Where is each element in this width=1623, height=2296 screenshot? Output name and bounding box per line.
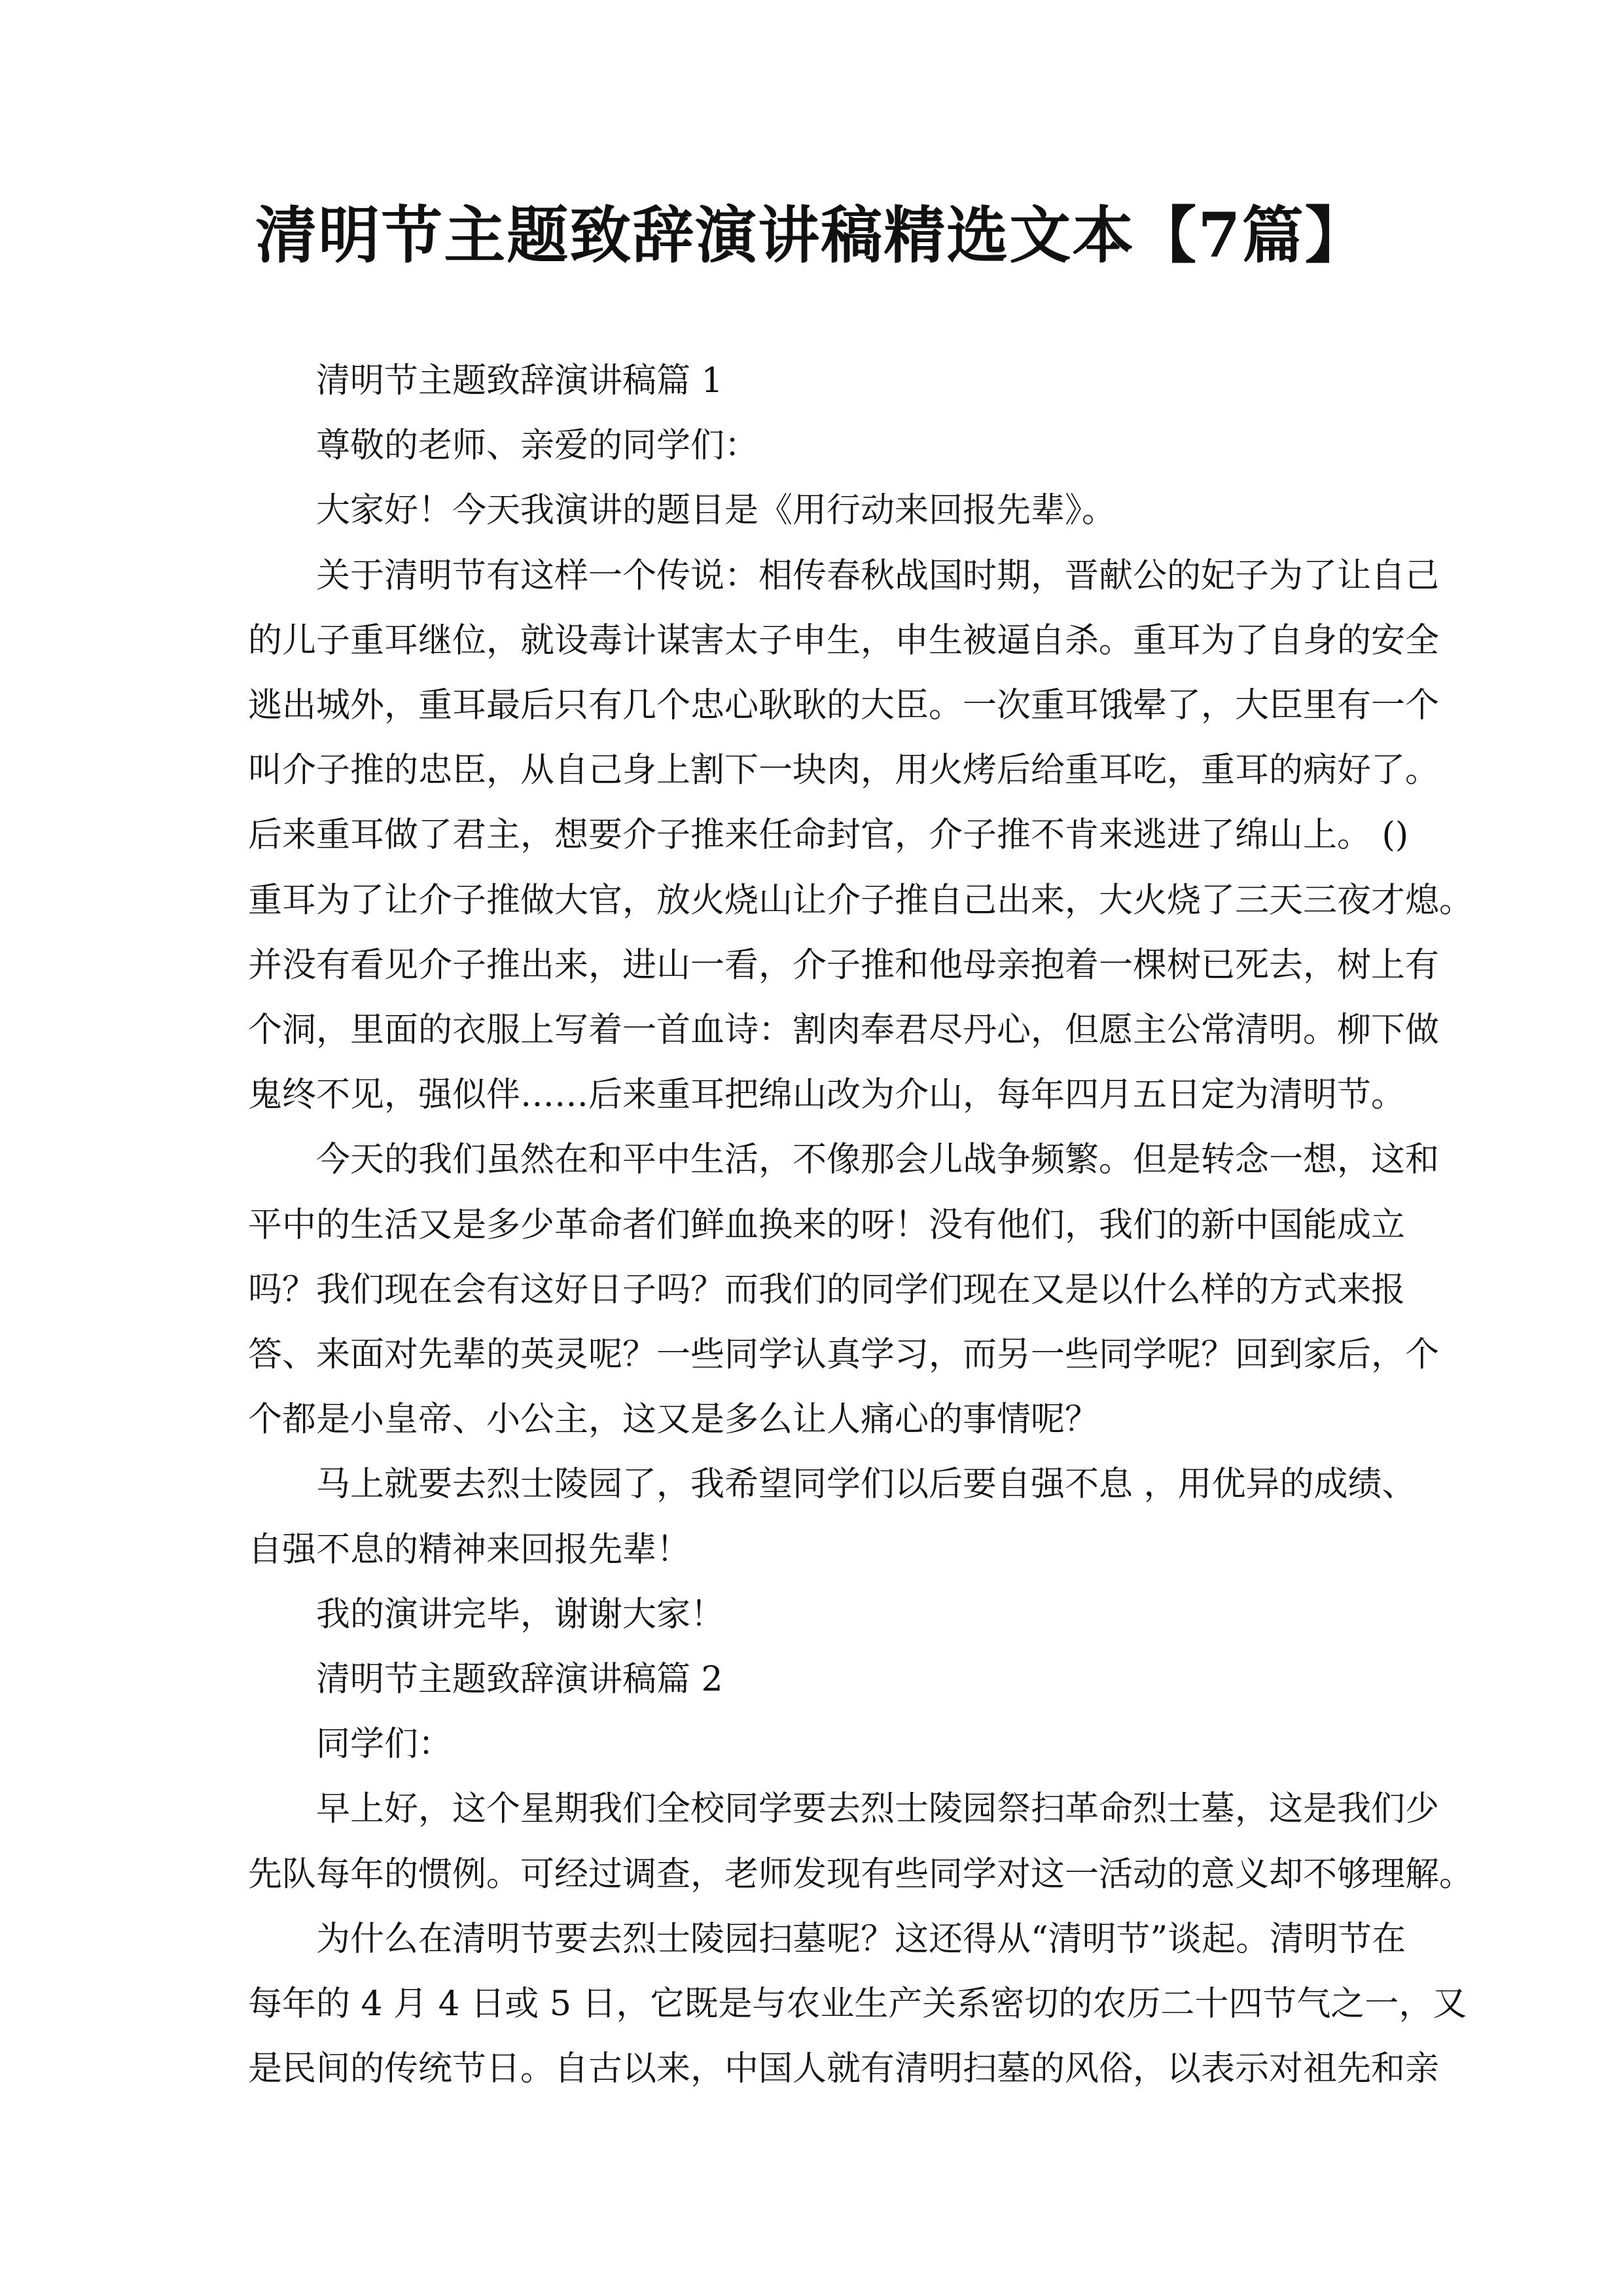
paragraph: [248, 1907, 1467, 2102]
text-line: 逃出城外，重耳最后只有几个忠心耿耿的大臣。一次重耳饿晕了，大臣里有一个: [248, 686, 1440, 726]
paragraph: [248, 1777, 1474, 1907]
text-line: 重耳为了让介子推做大官，放火烧山让介子推自己出来，大火烧了三天三夜才熄。: [248, 880, 1474, 920]
text-line: 的儿子重耳继位，就设毒计谋害太子申生，申生被逼自杀。重耳为了自身的安全: [248, 620, 1440, 660]
document-body: [248, 349, 1474, 2102]
text-line: 我的演讲完毕，谢谢大家！: [316, 1594, 725, 1634]
text-line: 先队每年的惯例。可经过调查，老师发现有些同学对这一活动的意义却不够理解。: [248, 1854, 1474, 1894]
text-line: 自强不息的精神来回报先辈！: [248, 1530, 691, 1570]
text-line: 并没有看见介子推出来，进山一看，介子推和他母亲抱着一棵树已死去，树上有: [248, 945, 1440, 985]
paragraph: [248, 1452, 1416, 1582]
text-line: 答、来面对先辈的英灵呢？一些同学认真学习，而另一些同学呢？回到家后，个: [248, 1335, 1440, 1375]
text-line: 吗？我们现在会有这好日子吗？而我们的同学们现在又是以什么样的方式来报: [248, 1270, 1406, 1310]
text-line: 关于清明节有这样一个传说：相传春秋战国时期，晋献公的妃子为了让自己: [316, 556, 1440, 596]
text-line: 叫介子推的忠臣，从自己身上割下一块肉，用火烤后给重耳吃，重耳的病好了。: [248, 751, 1440, 791]
paragraph: [248, 414, 1387, 478]
text-line: 为什么在清明节要去烈士陵园扫墓呢？这还得从“清明节”谈起。清明节在: [316, 1919, 1406, 1959]
text-line: 个都是小皇帝、小公主，这又是多么让人痛心的事情呢？: [248, 1400, 1099, 1440]
text-line: 鬼终不见，强似伴……后来重耳把绵山改为介山，每年四月五日定为清明节。: [248, 1075, 1406, 1115]
text-line: 清明节主题致辞演讲稿篇 2: [316, 1660, 723, 1700]
text-line: 是民间的传统节日。自古以来，中国人就有清明扫墓的风俗，以表示对祖先和亲: [248, 2049, 1440, 2089]
paragraph: [248, 349, 1387, 414]
text-line: 平中的生活又是多少革命者们鲜血换来的呀！没有他们，我们的新中国能成立: [248, 1205, 1406, 1245]
paragraph: [248, 1647, 1387, 1712]
paragraph: [248, 1712, 1387, 1777]
paragraph: [248, 1128, 1440, 1452]
text-line: 今天的我们虽然在和平中生活，不像那会儿战争频繁。但是转念一想，这和: [316, 1140, 1440, 1180]
text-line: 大家好！今天我演讲的题目是《用行动来回报先辈》。: [316, 491, 1116, 531]
text-line: 马上就要去烈士陵园了，我希望同学们以后要自强不息 ，用优异的成绩、: [316, 1465, 1416, 1505]
document-title: 清明节主题致辞演讲稿精选文本【7篇】: [255, 200, 1368, 272]
paragraph: [248, 1583, 1387, 1647]
text-line: 每年的 4 月 4 日或 5 日，它既是与农业生产关系密切的农历二十四节气之一，又: [248, 1984, 1467, 2024]
paragraph: [248, 478, 1387, 543]
text-line: 后来重耳做了君主，想要介子推来任命封官，介子推不肯来逃进了绵山上。 (): [248, 816, 1409, 855]
paragraph: [248, 544, 1474, 1128]
text-line: 早上好，这个星期我们全校同学要去烈士陵园祭扫革命烈士墓，这是我们少: [316, 1789, 1440, 1829]
text-line: 个洞，里面的衣服上写着一首血诗：割肉奉君尽丹心，但愿主公常清明。柳下做: [248, 1011, 1440, 1050]
text-line: 同学们：: [316, 1725, 453, 1765]
text-line: 尊敬的老师、亲爱的同学们：: [316, 426, 759, 466]
text-line: 清明节主题致辞演讲稿篇 1: [316, 361, 723, 401]
